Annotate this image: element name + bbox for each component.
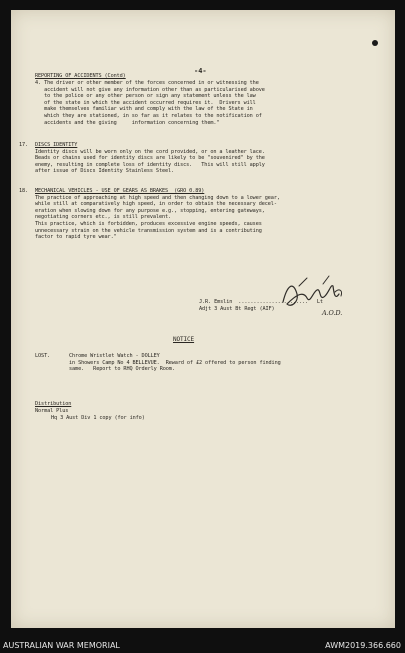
handwritten-note: A.O.D. [322,309,343,317]
vehicles-line: This practice, which is forbidden, produces excessive engine speeds, causes [35,221,262,227]
signature-title-line: Adjt 3 Aust Bt Regt (AIF) [199,305,275,312]
vehicles-line: factor to rapid tyre wear." [35,234,117,241]
notice-line: same. Report to RHQ Orderly Room. [69,366,175,373]
vehicles-line: The practice of approaching at high speed and then changing down to a lower gear, [35,194,280,201]
identity-line: after issue of Discs Identity Stainless Steel. [35,168,175,175]
vehicles-line: eration when slowing down for any purpose e.g., stopping, entering gateways, [35,207,265,214]
identity-line: Identity discs will be worn only on the cord provided, or on a leather lace. [35,148,265,155]
identity-line: Beads or chains used for identity discs are likely to be "souvenired" by the [35,155,265,162]
vehicles-line: unnecessary strain on the vehicle transmission system and is a contributing [35,227,262,234]
vehicles-heading: MECHANICAL VEHICLES - USE OF GEARS AS BRAKES (GRO 0.89) [35,188,205,194]
distribution-line: Normal Plus [35,407,69,414]
notice-line: Chrome Wristlet Watch - DOLLEY [69,353,160,359]
accidents-line: of the state in which the accident occurred requires it. Drivers will [35,99,256,106]
accidents-line: 4. The driver or other member of the forces concerned in or witnessing the [35,80,259,86]
section-17-number: 17. [19,142,29,148]
vehicles-line: while still at comparatively high speed, in order to obtain the necessary decel- [35,201,277,208]
accidents-line: to the police or any other person or sign any statement unless the law [35,93,256,100]
document-page [11,10,395,628]
signature-name-line: J.R. Emslin ....................... Lt [199,299,323,305]
accidents-line: which they are stationed, in so far as it relates to the notification of [35,113,262,119]
vehicles-line: negotiating corners etc., is still prevalent. [35,214,172,221]
page-number: -4- [194,67,207,75]
accidents-line: accidents and the giving information concerning them." [35,119,220,126]
distribution-heading: Distribution [35,401,72,407]
section-18-number: 18. [19,188,29,194]
punch-hole [372,40,378,46]
notice-line: in Showers Camp No 4 BELLEVUE. Reward of £2 offered to person finding [69,359,281,366]
notice-label: LOST. [35,353,51,359]
footer-accession-number: AWM2019.366.660 [325,641,401,650]
identity-heading: DISCS IDENTITY [35,142,78,148]
archive-footer [0,637,405,653]
notice-heading: NOTICE [173,336,195,343]
accidents-heading: REPORTING OF ACCIDENTS (Contd) [35,73,126,79]
footer-institution: AUSTRALIAN WAR MEMORIAL [3,641,120,650]
identity-line: enemy, resulting in complete loss of identity discs. This will still apply [35,161,265,168]
accidents-line: accident will not give any information other than as particularised above [35,86,265,93]
accidents-line: make themselves familiar with and comply with the law of the State in [35,106,253,113]
distribution-line: Hq 3 Aust Div 1 copy (for info) [51,415,145,421]
